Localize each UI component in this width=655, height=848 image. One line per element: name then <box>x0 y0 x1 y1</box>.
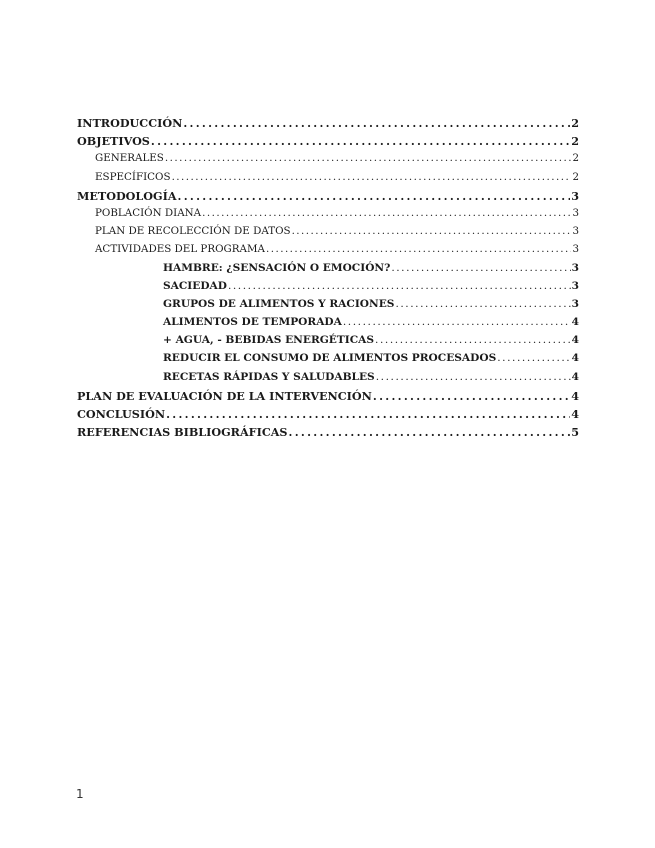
toc-entry-page: 2 <box>571 116 579 130</box>
dot-leader <box>373 389 570 403</box>
toc-entry-page: 3 <box>572 206 579 219</box>
toc-entry-hambre[interactable] <box>77 262 579 280</box>
toc-entry-title: SACIEDAD <box>163 279 227 292</box>
dot-leader <box>202 207 571 219</box>
toc-entry-introduccion[interactable] <box>77 116 579 134</box>
dot-leader <box>166 407 570 421</box>
dot-leader <box>178 189 571 203</box>
toc-entry-title: ALIMENTOS DE TEMPORADA <box>163 316 342 329</box>
toc-entry-grupos-alimentos[interactable] <box>77 298 579 316</box>
toc-entry-plan-evaluacion[interactable] <box>77 389 579 407</box>
toc-entry-title: + AGUA, - BEBIDAS ENERGÉTICAS <box>163 334 375 347</box>
toc-entry-poblacion-diana[interactable] <box>77 207 579 225</box>
dot-leader <box>343 316 571 328</box>
toc-entry-objetivos[interactable] <box>77 134 579 152</box>
toc-entry-saciedad[interactable] <box>77 280 579 298</box>
toc-entry-page: 4 <box>571 316 579 329</box>
toc-entry-title: RECETAS RÁPIDAS Y SALUDABLES <box>163 370 375 383</box>
toc-entry-page: 3 <box>571 279 579 292</box>
toc-entry-page: 2 <box>572 170 579 183</box>
toc-entry-title: GENERALES <box>95 152 164 165</box>
dot-leader <box>391 262 570 274</box>
toc-entry-actividades[interactable] <box>77 243 579 261</box>
page-number: 1 <box>76 787 84 801</box>
toc-entry-page: 4 <box>571 334 579 347</box>
dot-leader <box>151 134 570 148</box>
toc-entry-recetas[interactable] <box>77 371 579 389</box>
dot-leader <box>289 425 571 439</box>
toc-entry-agua-bebidas[interactable] <box>77 334 579 352</box>
dot-leader <box>497 352 570 364</box>
toc-entry-reducir-procesados[interactable] <box>77 352 579 370</box>
dot-leader <box>266 243 571 255</box>
toc-entry-page: 4 <box>571 407 579 421</box>
toc-entry-title: REFERENCIAS BIBLIOGRÁFICAS <box>77 425 288 440</box>
table-of-contents <box>77 116 579 443</box>
toc-entry-page: 5 <box>571 425 579 440</box>
toc-entry-title: METODOLOGÍA <box>77 188 177 203</box>
toc-entry-referencias[interactable] <box>77 425 579 443</box>
dot-leader <box>228 280 571 292</box>
toc-entry-title: OBJETIVOS <box>77 134 150 149</box>
toc-entry-conclusion[interactable] <box>77 407 579 425</box>
toc-entry-title: PLAN DE EVALUACIÓN DE LA INTERVENCIÓN <box>77 388 372 403</box>
toc-entry-title: HAMBRE: ¿SENSACIÓN O EMOCIÓN? <box>163 261 391 274</box>
toc-entry-title: CONCLUSIÓN <box>77 407 166 421</box>
toc-entry-page: 4 <box>571 352 579 365</box>
toc-entry-page: 3 <box>571 297 579 310</box>
dot-leader <box>165 152 572 164</box>
toc-entry-alimentos-temporada[interactable] <box>77 316 579 334</box>
toc-entry-page: 4 <box>571 388 579 403</box>
toc-entry-especificos[interactable] <box>77 171 579 189</box>
dot-leader <box>376 371 571 383</box>
toc-entry-title: POBLACIÓN DIANA <box>95 206 202 219</box>
dot-leader <box>395 298 570 310</box>
toc-entry-page: 4 <box>571 370 579 383</box>
toc-entry-generales[interactable] <box>77 152 579 170</box>
dot-leader <box>292 225 572 237</box>
toc-entry-title: PLAN DE RECOLECCIÓN DE DATOS <box>95 225 291 238</box>
toc-entry-metodologia[interactable] <box>77 189 579 207</box>
toc-entry-title: ESPECÍFICOS <box>95 170 171 183</box>
dot-leader <box>183 116 570 130</box>
dot-leader <box>172 171 572 183</box>
toc-entry-page: 3 <box>571 188 579 203</box>
toc-entry-page: 3 <box>572 243 579 256</box>
toc-entry-page: 2 <box>572 152 579 165</box>
toc-entry-title: ACTIVIDADES DEL PROGRAMA <box>95 243 265 256</box>
toc-entry-plan-recoleccion[interactable] <box>77 225 579 243</box>
toc-entry-page: 3 <box>572 225 579 238</box>
dot-leader <box>375 334 571 346</box>
toc-entry-title: REDUCIR EL CONSUMO DE ALIMENTOS PROCESADOS <box>163 352 497 365</box>
toc-entry-page: 2 <box>571 134 579 149</box>
toc-entry-title: INTRODUCCIÓN <box>77 116 183 130</box>
toc-entry-title: GRUPOS DE ALIMENTOS Y RACIONES <box>163 297 395 310</box>
toc-entry-page: 3 <box>571 261 579 274</box>
